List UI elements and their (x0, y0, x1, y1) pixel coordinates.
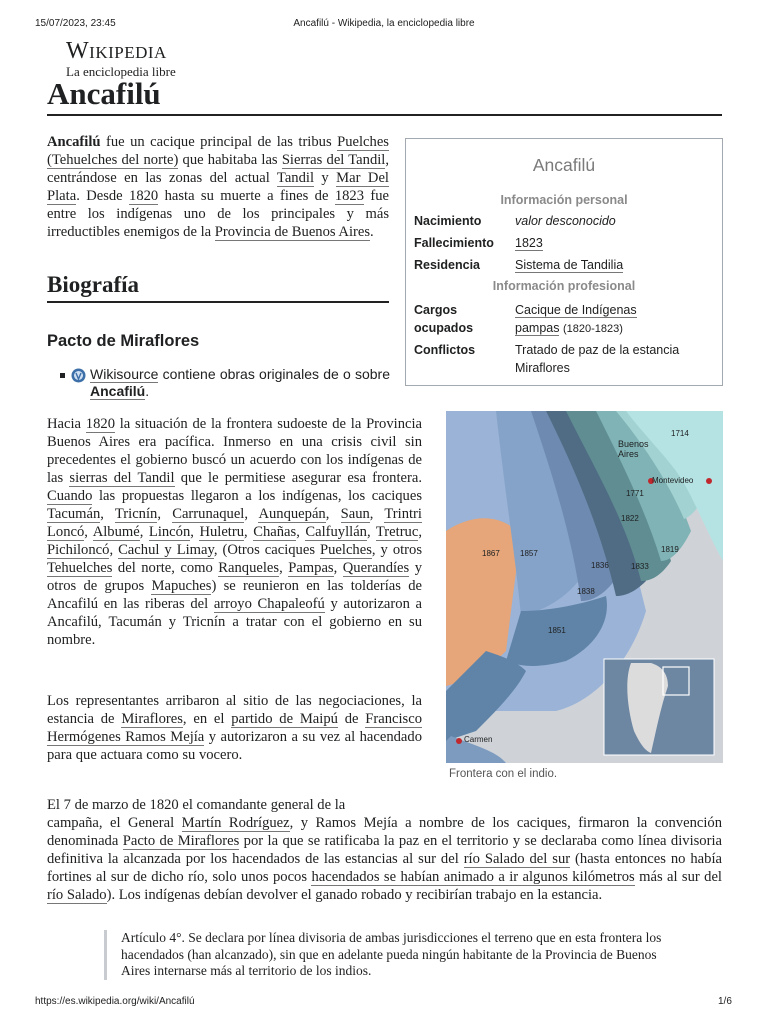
map-label: 1822 (621, 514, 639, 523)
article-link[interactable]: Mar Del Plata (47, 170, 389, 204)
infobox-value-conflictos: Tratado de paz de la estancia Miraflores (515, 343, 680, 375)
article-link[interactable]: Sierras del Tandil (281, 152, 386, 168)
text-run: , (418, 524, 422, 540)
text-run: ). Los indígenas debían devolver el ganado robado y recibirían trabajo en la estancia. (106, 887, 603, 903)
map-label: 1833 (631, 562, 649, 571)
infobox-title: Ancafilú (532, 155, 596, 175)
text-run: , (279, 560, 289, 576)
text-run: las propuestas llegaron a los indígenas, los caciques (92, 488, 422, 504)
article-link[interactable]: Saun (340, 506, 370, 522)
text-run: fue entre los indígenas uno de los principales y más irreductibles enemigos de la (47, 188, 389, 240)
page-title: Ancafilú (47, 76, 161, 111)
infobox-label-nacimiento: Nacimiento (414, 214, 482, 228)
infobox-label-conflictos: Conflictos (414, 343, 476, 357)
infobox-cargo-years: (1820-1823) (562, 323, 623, 335)
wikipedia-tagline: La enciclopedia libre (66, 64, 176, 79)
text-run: de (337, 711, 366, 727)
article-link[interactable]: 1820 (85, 416, 115, 432)
paragraph-3 (47, 814, 722, 904)
article-link[interactable]: Pichiloncó (47, 542, 110, 558)
article-link[interactable]: Martín Rodríguez (181, 815, 290, 831)
intro-paragraph (47, 133, 389, 241)
text-run: (hasta entonces no había fortines al sur de dicho río, solo unos pocos (47, 851, 722, 885)
text-run: , (369, 506, 385, 522)
text-run: . (370, 224, 374, 240)
infobox (405, 138, 723, 386)
text-run: más al sur del (634, 869, 722, 885)
article-link[interactable]: Ancafilú (90, 383, 146, 399)
text-run: la situación de la frontera sudoeste de la Provincia Buenos Aires era pacífica. Inmerso en una crisis civil sin precedentes el gobierno buscó un acuerdo con los indígenas de las (47, 416, 422, 486)
text-run: , (100, 506, 115, 522)
text-run: , (366, 524, 376, 540)
text-run: , (190, 524, 200, 540)
infobox-link-residencia[interactable]: Sistema de Tandilia (515, 258, 624, 272)
article-link[interactable]: Querandíes (342, 560, 410, 576)
article-link[interactable]: Tretruc (375, 524, 419, 540)
text-run: , centrándose en las zonas del actual (47, 152, 390, 186)
map-label: Buenos Aires (618, 439, 649, 459)
text-run: , y Ramos Mejía a nombre de los caciques, firmaron la convención denominada (47, 815, 723, 849)
text-run: , (109, 542, 119, 558)
text-run: , (157, 506, 173, 522)
article-link[interactable]: Cachul y Limay (118, 542, 214, 558)
infobox-label-fallecimiento: Fallecimiento (414, 236, 494, 250)
infobox-label-residencia: Residencia (414, 258, 481, 272)
blockquote: Artículo 4°. Se declara por línea divisoria de ambas jurisdicciones el terreno que en esta frontera los hacendados (han alcanzado), sin que en adelante pueda ningún habitante de la Provincia de Buenos Aires internarse más al territorio de los indios. (104, 930, 681, 980)
infobox-label-cargos: Cargos ocupados (414, 303, 474, 335)
article-link[interactable]: Tacumán (47, 506, 101, 522)
article-link[interactable]: 1820 (129, 188, 159, 204)
text-run: , (296, 524, 306, 540)
text-run: Ancafilú (47, 134, 101, 150)
text-run: , (244, 524, 254, 540)
article-link[interactable]: Trintri Loncó (47, 506, 422, 540)
text-run: y autorizaron a Ancafilú, Tacumán y Tricnín a tratar con el gobierno en su nombre. (47, 596, 422, 648)
wikisource-note (60, 366, 390, 400)
text-run: fue un cacique principal de las tribus (100, 134, 338, 150)
paragraph-1 (47, 415, 422, 649)
text-run: que le permitiese asegurar esa frontera. (174, 470, 422, 486)
text-run: que habitaba las (178, 152, 282, 168)
article-link[interactable]: Miraflores (121, 711, 183, 727)
map-caption: Frontera con el indio. (449, 768, 558, 780)
article-link[interactable]: hacendados se habían animado a ir algunos kilómetros (311, 869, 635, 885)
section-heading-biografia: Biografía (47, 272, 139, 297)
article-link[interactable]: Lincón (148, 524, 191, 540)
article-link[interactable]: Albumé (92, 524, 140, 540)
text-run: y (314, 170, 337, 186)
infobox-link-fallecimiento[interactable]: 1823 (515, 236, 543, 250)
frontier-map[interactable] (446, 411, 723, 763)
print-url: https://es.wikipedia.org/wiki/Ancafilú (35, 996, 195, 1007)
wikipedia-wordmark[interactable]: Wikipedia (66, 38, 167, 64)
article-link[interactable]: Puelches (Tehuelches del norte) (47, 134, 389, 168)
text-run: , (139, 524, 149, 540)
article-link[interactable]: Tandil (276, 170, 314, 186)
text-run: contiene obras originales de o sobre (158, 366, 390, 382)
article-link[interactable]: 1823 (334, 188, 364, 204)
text-run: , (84, 524, 93, 540)
text-run: ) se reunieron en las tolderías de Ancafilú en las riberas del (47, 578, 422, 612)
print-page-number: 1/6 (718, 996, 732, 1007)
text-run: y autorizaron a su vez al hacendado para que actuara como su vocero. (47, 729, 422, 763)
article-link[interactable]: Mapuches (151, 578, 212, 594)
text-run: Hacia (47, 416, 86, 432)
paragraph-3-line-1: El 7 de marzo de 1820 el comandante general de la (47, 797, 346, 813)
map-label: 1771 (626, 489, 644, 498)
text-run: . Desde (76, 188, 130, 204)
article-link[interactable]: partido de Maipú (231, 711, 338, 727)
text-run: hasta su muerte a fines de (158, 188, 335, 204)
infobox-link-cargo[interactable]: Cacique de Indígenas pampas (515, 303, 637, 335)
text-run: y otros de grupos (47, 560, 423, 594)
article-link[interactable]: Aunquepán (258, 506, 326, 522)
print-page-title: Ancafilú - Wikipedia, la enciclopedia libre (293, 18, 475, 29)
map-label: 1819 (661, 545, 679, 554)
wikisource-icon (71, 368, 86, 387)
map-label: 1857 (520, 549, 538, 558)
article-link[interactable]: Cuando (47, 488, 93, 504)
article-link[interactable]: arroyo Chapaleofú (213, 596, 325, 612)
article-link[interactable]: Ranqueles (218, 560, 280, 576)
map-label: 1867 (482, 549, 500, 558)
text-run: , (325, 506, 341, 522)
article-link[interactable]: Huletru (199, 524, 245, 540)
print-datetime: 15/07/2023, 23:45 (35, 18, 116, 29)
article-link[interactable]: Pampas (288, 560, 334, 576)
section-divider (47, 301, 389, 303)
article-link[interactable]: Provincia de Buenos Aires (214, 224, 371, 240)
article-link[interactable]: río Salado del sur (463, 851, 571, 867)
article-link[interactable]: Carrunaquel (172, 506, 245, 522)
article-link[interactable]: sierras del Tandil (69, 470, 175, 486)
text-run: por la que se ratificaba la paz en el territorio y se declaraba como línea divisoria definitiva la alcanzada por los hacendados de las estancias al sur del (47, 833, 722, 867)
map-label: 1851 (548, 626, 566, 635)
bullet-icon (60, 373, 65, 378)
text-run: , en el (182, 711, 232, 727)
map-label: 1838 (577, 587, 595, 596)
article-link[interactable]: Chañas (253, 524, 297, 540)
map-label: Montevideo (652, 476, 694, 485)
text-run: , (244, 506, 259, 522)
text-run: del norte, como (112, 560, 219, 576)
article-link[interactable]: Wikisource (90, 366, 159, 382)
article-link[interactable]: río Salado (47, 887, 107, 903)
article-link[interactable]: Tricnín (114, 506, 158, 522)
article-link[interactable]: Calfuyllán (305, 524, 367, 540)
text-run: , (333, 560, 343, 576)
article-link[interactable]: Puelches (320, 542, 372, 558)
text-run: , y otros (371, 542, 423, 558)
map-label: 1836 (591, 561, 609, 570)
text-run: Los representantes arribaron al sitio de las negociaciones, la estancia de (47, 693, 422, 727)
text-run: . (145, 383, 150, 399)
map-label: 1714 (671, 429, 689, 438)
text-run: campaña, el General (47, 815, 182, 831)
infobox-section-profesional: Información profesional (492, 279, 636, 293)
map-label: Carmen (464, 735, 493, 744)
paragraph-2 (47, 692, 422, 764)
article-link[interactable]: Pacto de Miraflores (122, 833, 240, 849)
title-divider (47, 114, 722, 116)
text-run: , (Otros caciques (213, 542, 320, 558)
infobox-value-nacimiento: valor desconocido (515, 214, 616, 228)
article-link[interactable]: Tehuelches (47, 560, 113, 576)
article-link[interactable]: Francisco Hermógenes Ramos Mejía (47, 711, 422, 745)
infobox-section-personal: Información personal (500, 193, 628, 207)
subsection-heading-pacto: Pacto de Miraflores (47, 332, 200, 350)
